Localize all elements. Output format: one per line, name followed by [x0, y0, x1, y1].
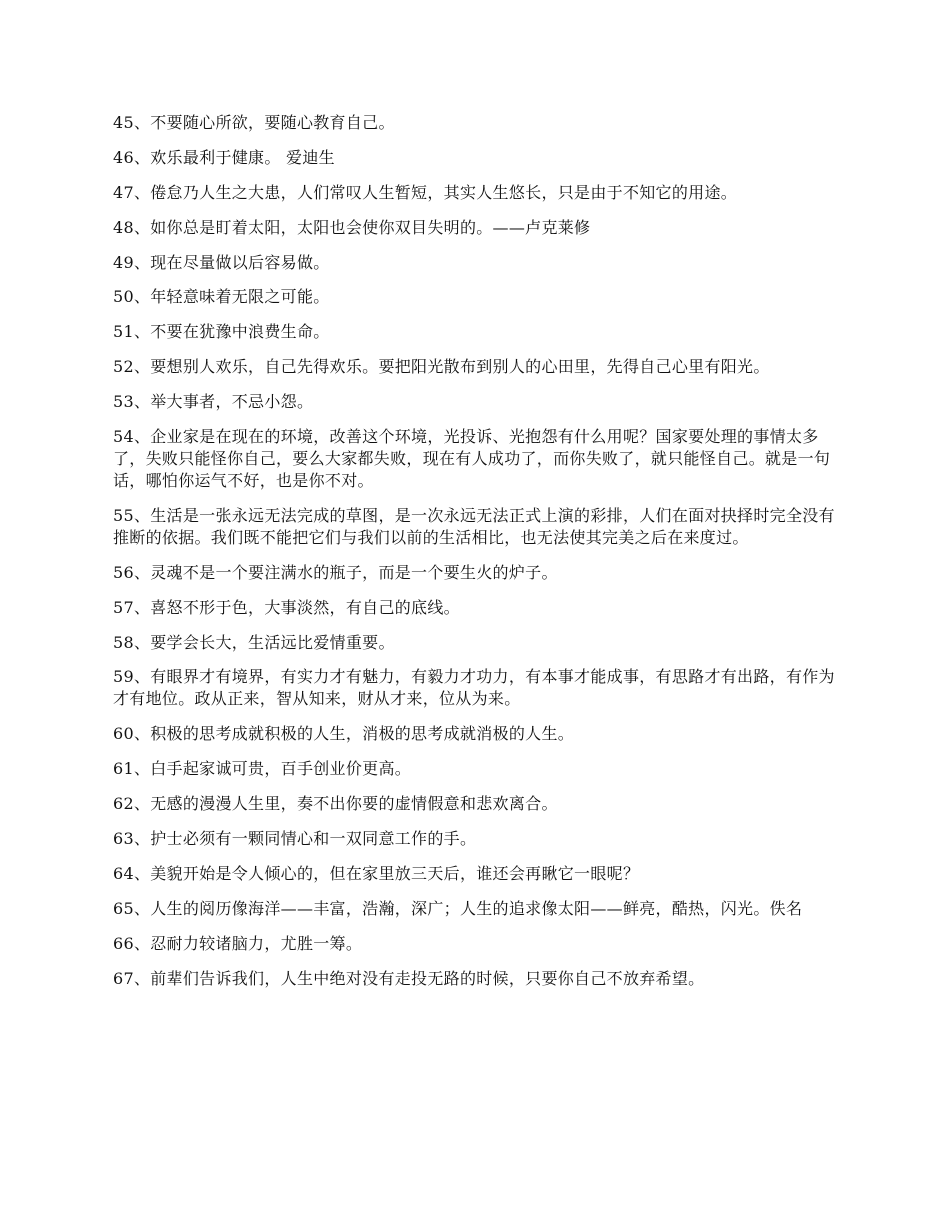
quote-item: 62、无感的漫漫人生里，奏不出你要的虚情假意和悲欢离合。: [113, 794, 558, 814]
quote-item: 61、白手起家诚可贵，百手创业价更高。: [113, 759, 412, 779]
quote-item: 63、护士必须有一颗同情心和一双同意工作的手。: [113, 829, 477, 849]
quote-item: 66、忍耐力较诸脑力，尤胜一筹。: [113, 933, 363, 953]
quote-item: 56、灵魂不是一个要注满水的瓶子，而是一个要生火的炉子。: [113, 562, 558, 582]
quote-item: 54、企业家是在现在的环境，改善这个环境，光投诉、光抱怨有什么用呢？国家要处理的事情太多了，失败只能怪你自己，要么大家都失败，现在有人成功了，而你失败了，就只能怪自己。就是一句话，哪怕你运气不好，也是你不对。: [113, 427, 831, 491]
quote-item: 64、美貌开始是令人倾心的，但在家里放三天后，谁还会再瞅它一眼呢？: [113, 863, 640, 883]
quote-item: 47、倦怠乃人生之大患，人们常叹人生暂短，其实人生悠长，只是由于不知它的用途。: [113, 182, 738, 202]
quote-item: 45、不要随心所欲，要随心教育自己。: [113, 113, 395, 132]
quote-item: 53、举大事者，不忌小怨。: [113, 392, 314, 412]
quote-item: 49、现在尽量做以后容易做。: [113, 252, 330, 272]
quote-item: 57、喜怒不形于色，大事淡然，有自己的底线。: [113, 597, 460, 617]
quote-list: [113, 112, 843, 1002]
quote-item: 65、人生的阅历像海洋——丰富，浩瀚，深广；人生的追求像太阳——鲜亮，酷热，闪光。佚名: [113, 898, 803, 918]
quote-item: 46、欢乐最利于健康。 爱迪生: [113, 147, 335, 167]
quote-item: 59、有眼界才有境界，有实力才有魅力，有毅力才功力，有本事才能成事，有思路才有出路，有作为才有地位。政从正来，智从知来，财从才来，位从为来。: [113, 667, 835, 709]
quote-item: 67、前辈们告诉我们，人生中绝对没有走投无路的时候，只要你自己不放弃希望。: [113, 968, 705, 988]
quote-item: 52、要想别人欢乐，自己先得欢乐。要把阳光散布到别人的心田里，先得自己心里有阳光。: [113, 357, 770, 377]
quote-item: 55、生活是一张永远无法完成的草图，是一次永远无法正式上演的彩排，人们在面对抉择时完全没有推断的依据。我们既不能把它们与我们以前的生活相比，也无法使其完美之后在来度过。: [113, 505, 835, 547]
quote-item: 58、要学会长大，生活远比爱情重要。: [113, 632, 395, 652]
quote-item: 51、不要在犹豫中浪费生命。: [113, 322, 330, 342]
quote-item: 48、如你总是盯着太阳，太阳也会使你双目失明的。——卢克莱修: [113, 217, 591, 237]
quote-item: 60、积极的思考成就积极的人生，消极的思考成就消极的人生。: [113, 724, 575, 744]
quote-item: 50、年轻意味着无限之可能。: [113, 287, 330, 307]
